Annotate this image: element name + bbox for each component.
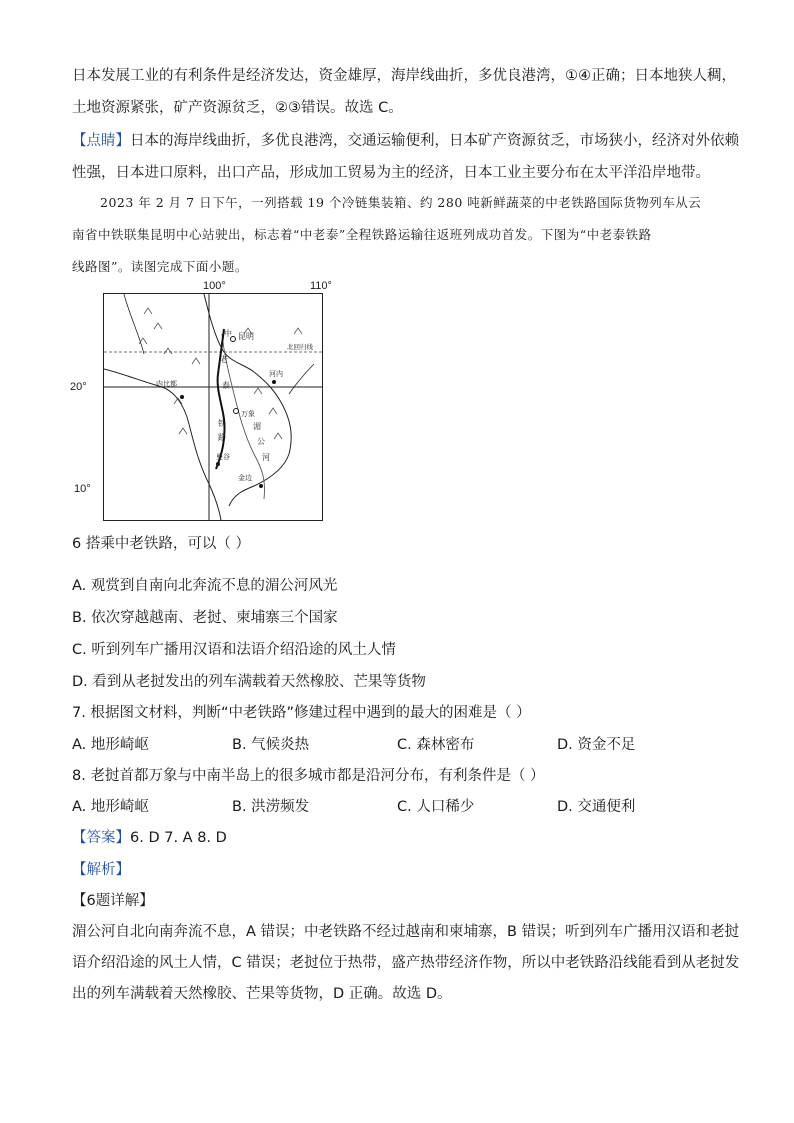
q6-option-c: C. 听到列车广播用汉语和法语介绍沿途的风土人情 <box>72 642 396 658</box>
q8-option-c: C. 人口稀少 <box>397 799 475 815</box>
label-tie: 铁 <box>218 419 226 428</box>
phnompenh-dot <box>259 484 263 488</box>
label-lu: 路 <box>218 433 226 442</box>
hanoi-dot <box>272 380 276 384</box>
river-west <box>124 294 144 354</box>
label-mei: 湄 <box>253 422 261 431</box>
q7-option-d: D. 资金不足 <box>557 737 636 753</box>
label-tropic: 北回归线 <box>287 343 313 351</box>
coastline-west <box>104 369 221 520</box>
lat-label-10: 10° <box>74 483 91 495</box>
label-gong: 公 <box>257 437 265 446</box>
lat-label-20: 20° <box>70 381 87 393</box>
material-line-2: 南省中铁联集昆明中心站驶出，标志着“中老泰”全程铁路运输往返班列成功首发。下图为“中老泰铁路 <box>72 227 652 242</box>
label-lao: 老 <box>220 355 228 364</box>
detail-line-2: 语介绍沿途的风土人情，C 错误；老挝位于热带，盛产热带经济作物，所以中老铁路沿线能看到从老挝发 <box>72 955 740 971</box>
bangkok-dot <box>216 462 220 466</box>
label-zhong: 中 <box>224 329 232 338</box>
q7-option-c: C. 森林密布 <box>397 737 475 753</box>
label-hanoi: 河内 <box>269 370 283 378</box>
q8-option-a: A. 地形崎岖 <box>72 799 149 815</box>
q7-option-b: B. 气候炎热 <box>232 737 310 753</box>
q7-stem: 7. 根据图文材料，判断“中老铁路”修建过程中遇到的最大的困难是（ ） <box>72 705 531 721</box>
coast-vietnam <box>289 364 314 394</box>
detail-tag: 【6题详解】 <box>72 893 154 909</box>
material-line-3: 线路图”。读图完成下面小题。 <box>72 259 248 274</box>
q6-stem: 6 搭乘中老铁路，可以（ ） <box>72 536 250 552</box>
q7-options <box>0 735 794 755</box>
material-line-1: 2023 年 2 月 7 日下午，一列搭载 19 个冷链集装箱、约 280 吨新鲜蔬菜的中老铁路国际货物列车从云 <box>100 195 702 210</box>
intro-line-1: 日本发展工业的有利条件是经济发达，资金雄厚，海岸线曲折，多优良港湾，①④正确；日本地狭人稠， <box>72 68 736 84</box>
naypyidaw-dot <box>180 395 184 399</box>
intro-line-2: 土地资源紧张，矿产资源贫乏，②③错误。故选 C。 <box>72 100 403 116</box>
point-line-2: 性强，日本进口原料，出口产品，形成加工贸易为主的经济，日本工业主要分布在太平洋沿岸地带。 <box>72 165 710 181</box>
q7-option-a: A. 地形崎岖 <box>72 737 149 753</box>
label-tai: 泰 <box>222 381 230 390</box>
detail-line-1: 湄公河自北向南奔流不息，A 错误；中老铁路不经过越南和柬埔寨，B 错误；听到列车广播用汉语和老挝 <box>72 924 740 940</box>
q6-option-d: D. 看到从老挝发出的列车满载着天然橡胶、芒果等货物 <box>72 674 426 690</box>
lon-label-100: 100° <box>203 280 226 292</box>
label-vientiane: 万象 <box>241 410 255 418</box>
q6-option-a: A. 观赏到自南向北奔流不息的湄公河风光 <box>72 578 338 594</box>
answer-tag: 【答案】 <box>72 830 130 846</box>
label-phnompenh: 金边 <box>238 474 252 482</box>
label-naypyidaw: 内比都 <box>156 380 177 388</box>
q8-stem: 8. 老挝首都万象与中南半岛上的很多城市都是沿河分布，有利条件是（ ） <box>72 768 545 784</box>
label-he: 河 <box>262 453 270 462</box>
vientiane-dot <box>234 409 239 414</box>
railway-map <box>103 293 323 521</box>
point-tag: 【点睛】 <box>72 133 130 149</box>
answer-text: 6. D 7. A 8. D <box>130 830 227 846</box>
q6-option-b: B. 依次穿越越南、老挝、柬埔寨三个国家 <box>72 610 338 626</box>
answer-line <box>72 828 227 848</box>
label-bangkok: 曼谷 <box>216 453 230 461</box>
lon-label-110: 110° <box>310 280 332 292</box>
q8-options <box>0 797 794 817</box>
q8-option-b: B. 洪涝频发 <box>232 799 310 815</box>
map-svg <box>104 294 322 520</box>
railway-line <box>216 329 225 469</box>
detail-line-3: 出的列车满载着天然橡胶、芒果等货物，D 正确。故选 D。 <box>72 986 452 1002</box>
label-kunming: 昆明 <box>238 332 254 341</box>
analysis-tag: 【解析】 <box>72 862 130 878</box>
point-line-1 <box>72 131 739 151</box>
q8-option-d: D. 交通便利 <box>557 799 636 815</box>
point-text-1: 日本的海岸线曲折，多优良港湾，交通运输便利，日本矿产资源贫乏，市场狭小，经济对外依赖 <box>130 133 739 149</box>
